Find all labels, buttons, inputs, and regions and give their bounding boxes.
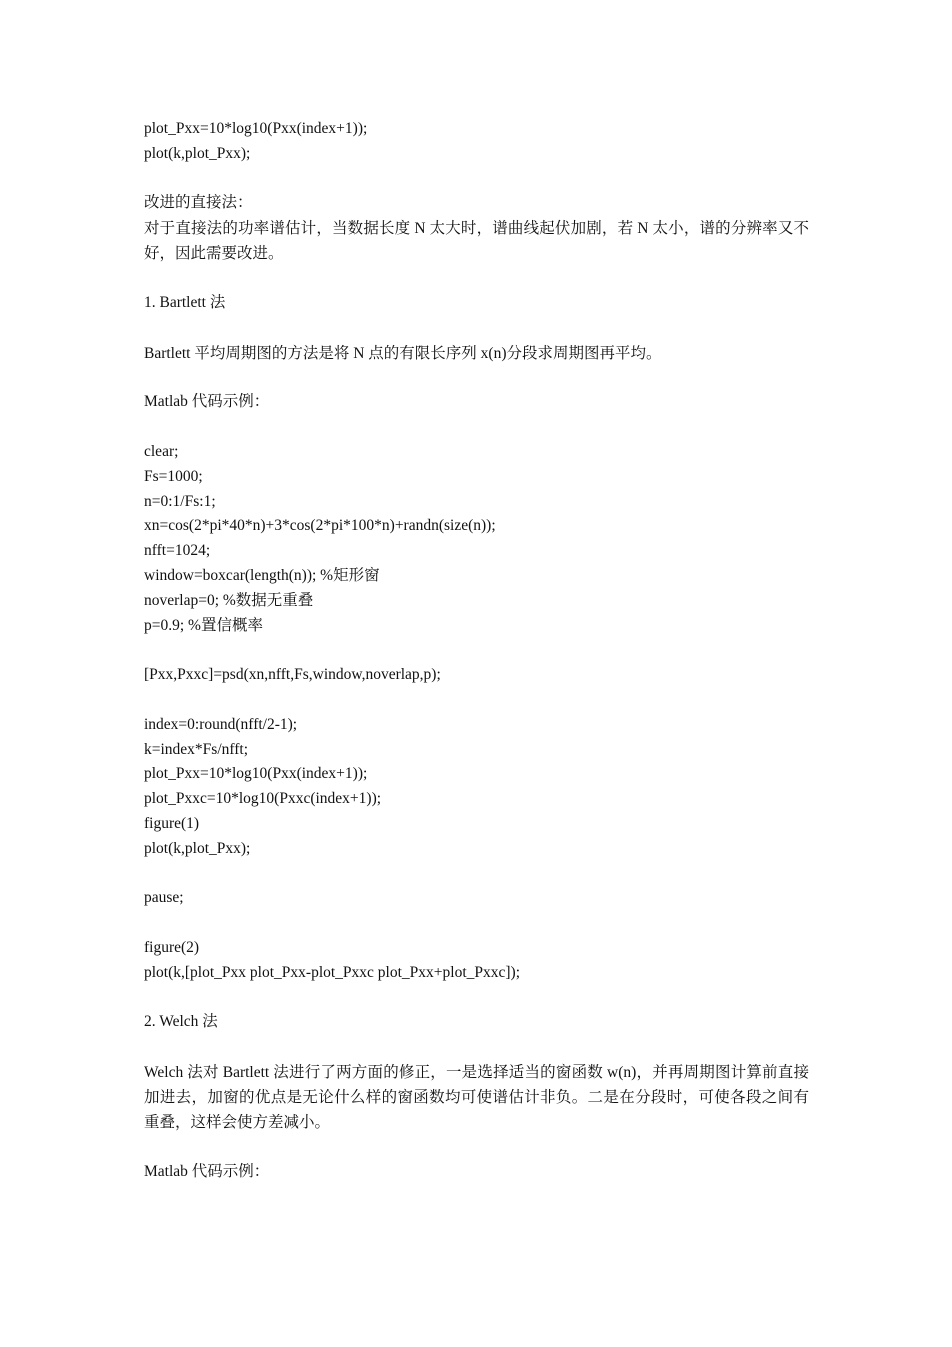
section-1-code-block-c	[144, 713, 822, 862]
code-line: plot_Pxx=10*log10(Pxx(index+1));	[144, 120, 368, 137]
section-1-code-block-b	[144, 663, 822, 688]
improved-method-heading: 改进的直接法：	[144, 194, 253, 212]
code-line: plot(k,[plot_Pxx plot_Pxx-plot_Pxxc plot_Pxx+plot_Pxxc]);	[144, 963, 521, 981]
code-line: index=0:round(nfft/2-1);	[144, 715, 298, 733]
code-line: nfft=1024;	[144, 542, 211, 560]
code-line: figure(2)	[144, 938, 200, 956]
code-line: k=index*Fs/nfft;	[144, 740, 249, 758]
section-1-code-label: Matlab 代码示例：	[144, 393, 270, 411]
code-line: n=0:1/Fs:1;	[144, 492, 216, 510]
code-line: figure(1)	[144, 814, 200, 832]
section-1-code-block-d	[144, 886, 822, 911]
code-line: Fs=1000;	[144, 467, 203, 485]
top-code-block	[144, 117, 822, 167]
code-line: plot(k,plot_Pxx);	[144, 144, 251, 162]
section-1-code-block-a	[144, 440, 822, 638]
code-line: window=boxcar(length(n)); %矩形窗	[144, 566, 380, 584]
improved-method-paragraph: 对于直接法的功率谱估计，当数据长度 N 太大时，谱曲线起伏加剧，若 N 太小，谱的分辨率又不好，因此需要改进。	[144, 220, 809, 263]
code-line: plot(k,plot_Pxx);	[144, 839, 251, 857]
code-line: noverlap=0; %数据无重叠	[144, 591, 314, 609]
section-2-paragraph: Welch 法对 Bartlett 法进行了两方面的修正，一是选择适当的窗函数 w(n)，并再周期图计算前直接加进去，加窗的优点是无论什么样的窗函数均可使谱估计非负。二是在分段时，可使各段之间有重叠，这样会使方差减小。	[144, 1063, 809, 1131]
code-line: xn=cos(2*pi*40*n)+3*cos(2*pi*100*n)+randn(size(n));	[144, 517, 496, 535]
code-line: plot_Pxx=10*log10(Pxx(index+1));	[144, 765, 368, 783]
section-1-code-block-e	[144, 936, 822, 986]
section-2-title: 2. Welch 法	[144, 1013, 218, 1031]
code-line: [Pxx,Pxxc]=psd(xn,nfft,Fs,window,noverlap,p);	[144, 666, 441, 684]
code-line: plot_Pxxc=10*log10(Pxxc(index+1));	[144, 790, 382, 808]
section-1-paragraph: Bartlett 平均周期图的方法是将 N 点的有限长序列 x(n)分段求周期图再平均。	[144, 344, 662, 362]
section-2-code-label: Matlab 代码示例：	[144, 1162, 270, 1180]
code-line: pause;	[144, 889, 184, 907]
section-1-title: 1. Bartlett 法	[144, 293, 226, 311]
code-line: p=0.9; %置信概率	[144, 616, 263, 634]
code-line: clear;	[144, 442, 179, 460]
